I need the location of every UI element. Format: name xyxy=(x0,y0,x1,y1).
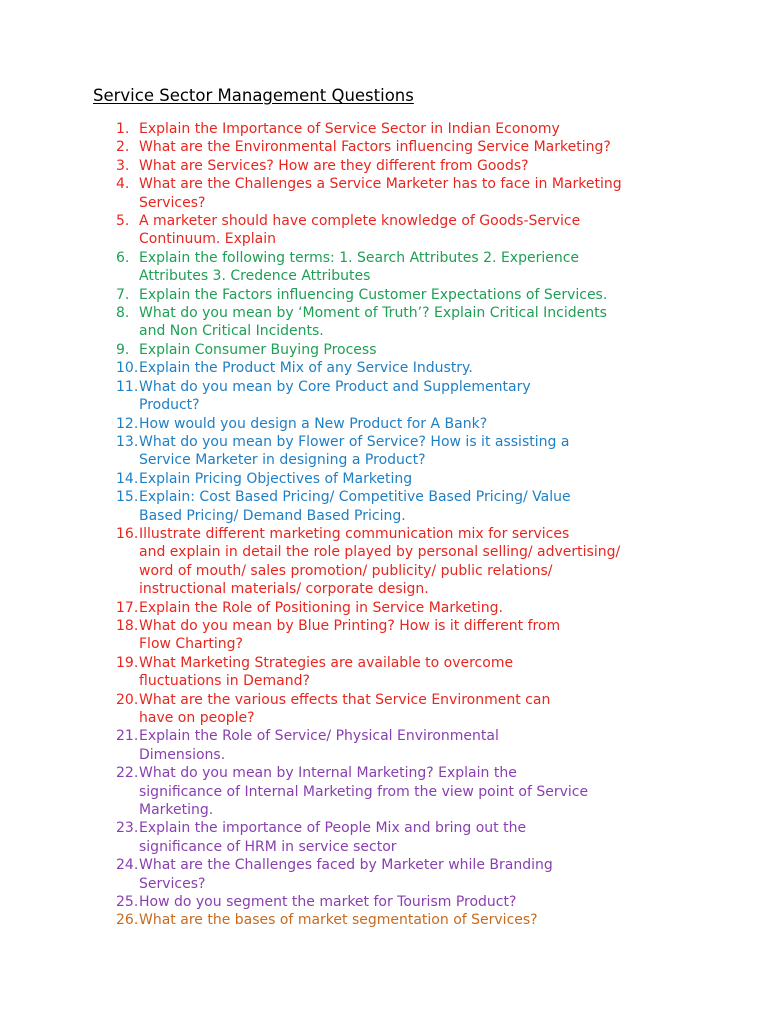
question-item xyxy=(0,359,768,377)
question-number: 26. xyxy=(116,912,139,929)
question-number: 2. xyxy=(116,139,130,156)
question-text-line: significance of Internal Marketing from the view point of Service xyxy=(139,783,589,800)
question-text-line: Explain Consumer Buying Process xyxy=(139,341,377,358)
question-item xyxy=(0,175,768,212)
question-item xyxy=(0,488,768,525)
question-text-line: Explain the Factors influencing Customer Expectations of Services. xyxy=(139,286,608,303)
question-item xyxy=(0,212,768,249)
question-text-line: Continuum. Explain xyxy=(139,231,276,248)
question-number: 23. xyxy=(116,820,139,837)
question-item xyxy=(0,727,768,764)
question-text-line: What are the Environmental Factors influencing Service Marketing? xyxy=(139,139,611,156)
question-number: 20. xyxy=(116,691,139,708)
question-text-line: have on people? xyxy=(139,710,255,726)
question-text-line: What do you mean by Core Product and Supplementary xyxy=(139,378,531,395)
question-text-line: Explain Pricing Objectives of Marketing xyxy=(139,470,413,487)
question-number: 22. xyxy=(116,765,139,782)
page-title: Service Sector Management Questions xyxy=(93,86,414,105)
question-number: 21. xyxy=(116,728,139,745)
question-number: 4. xyxy=(116,176,130,193)
question-item xyxy=(0,415,768,433)
question-number: 7. xyxy=(116,286,130,303)
question-number: 25. xyxy=(116,894,139,911)
question-text-line: What are the various effects that Service Environment can xyxy=(139,691,551,708)
question-number: 6. xyxy=(116,249,130,266)
question-item xyxy=(0,341,768,359)
question-text-line: Marketing. xyxy=(139,802,214,819)
question-text-line: What do you mean by Blue Printing? How is it different from xyxy=(139,617,561,634)
question-text-line: What Marketing Strategies are available to overcome xyxy=(139,654,514,671)
question-text-line: What are Services? How are they different from Goods? xyxy=(139,157,529,174)
question-number: 18. xyxy=(116,617,139,634)
question-number: 15. xyxy=(116,489,139,506)
question-item xyxy=(0,286,768,304)
question-text-line: Services? xyxy=(139,194,206,211)
question-number: 8. xyxy=(116,305,130,322)
question-item xyxy=(0,525,768,599)
question-number: 24. xyxy=(116,857,139,874)
question-text-line: How do you segment the market for Tourism Product? xyxy=(139,894,517,911)
question-number: 17. xyxy=(116,599,139,616)
question-text-line: significance of HRM in service sector xyxy=(139,838,397,855)
question-text-line: Explain the importance of People Mix and bring out the xyxy=(139,820,527,837)
question-text-line: Product? xyxy=(139,397,200,414)
question-text-line: word of mouth/ sales promotion/ publicity/ public relations/ xyxy=(139,562,553,579)
question-number: 3. xyxy=(116,157,130,174)
question-number: 12. xyxy=(116,415,139,432)
question-item xyxy=(0,120,768,138)
question-item xyxy=(0,433,768,470)
question-item xyxy=(0,249,768,286)
question-text-line: Explain the Role of Service/ Physical Environmental xyxy=(139,728,499,745)
question-text-line: fluctuations in Demand? xyxy=(139,673,310,690)
question-number: 5. xyxy=(116,213,130,230)
question-text-line: instructional materials/ corporate design. xyxy=(139,581,429,598)
question-text-line: What are the Challenges a Service Marketer has to face in Marketing xyxy=(139,176,622,193)
question-item xyxy=(0,764,768,819)
question-item xyxy=(0,304,768,341)
question-item xyxy=(0,378,768,415)
question-text-line: Explain the Role of Positioning in Service Marketing. xyxy=(139,599,503,616)
question-text-line: What are the bases of market segmentation of Services? xyxy=(139,912,538,929)
question-text-line: Explain the Product Mix of any Service Industry. xyxy=(139,360,473,377)
question-number: 19. xyxy=(116,654,139,671)
question-text-line: What are the Challenges faced by Marketer while Branding xyxy=(139,857,553,874)
question-text-line: Explain: Cost Based Pricing/ Competitive Based Pricing/ Value xyxy=(139,489,571,506)
question-text-line: Illustrate different marketing communication mix for services xyxy=(139,525,570,542)
question-item xyxy=(0,470,768,488)
question-text-line: How would you design a New Product for A Bank? xyxy=(139,415,488,432)
question-text-line: A marketer should have complete knowledge of Goods-Service xyxy=(139,213,581,230)
question-text-line: Attributes 3. Credence Attributes xyxy=(139,268,371,285)
question-item xyxy=(0,911,768,929)
question-text-line: and Non Critical Incidents. xyxy=(139,323,324,340)
question-item xyxy=(0,654,768,691)
question-text-line: Explain the Importance of Service Sector in Indian Economy xyxy=(139,121,560,137)
question-item xyxy=(0,157,768,175)
question-number: 9. xyxy=(116,341,130,358)
question-number: 14. xyxy=(116,470,139,487)
question-item xyxy=(0,856,768,893)
question-text-line: What do you mean by ‘Moment of Truth’? Explain Critical Incidents xyxy=(139,305,607,322)
question-text-line: Service Marketer in designing a Product? xyxy=(139,452,426,469)
question-item xyxy=(0,691,768,728)
question-number: 1. xyxy=(116,121,130,137)
question-number: 10. xyxy=(116,360,139,377)
question-number: 11. xyxy=(116,378,139,395)
question-text-line: and explain in detail the role played by personal selling/ advertising/ xyxy=(139,544,621,561)
question-text-line: Flow Charting? xyxy=(139,636,243,653)
question-text-line: Services? xyxy=(139,875,206,892)
question-item xyxy=(0,599,768,617)
question-item xyxy=(0,617,768,654)
question-text-line: What do you mean by Flower of Service? How is it assisting a xyxy=(139,433,570,450)
question-text-line: What do you mean by Internal Marketing? Explain the xyxy=(139,765,517,782)
question-text-line: Explain the following terms: 1. Search Attributes 2. Experience xyxy=(139,249,580,266)
question-item xyxy=(0,893,768,911)
question-number: 13. xyxy=(116,433,139,450)
question-item xyxy=(0,138,768,156)
question-text-line: Dimensions. xyxy=(139,746,226,763)
question-number: 16. xyxy=(116,525,139,542)
question-item xyxy=(0,819,768,856)
question-text-line: Based Pricing/ Demand Based Pricing. xyxy=(139,507,406,524)
question-list xyxy=(0,120,768,930)
